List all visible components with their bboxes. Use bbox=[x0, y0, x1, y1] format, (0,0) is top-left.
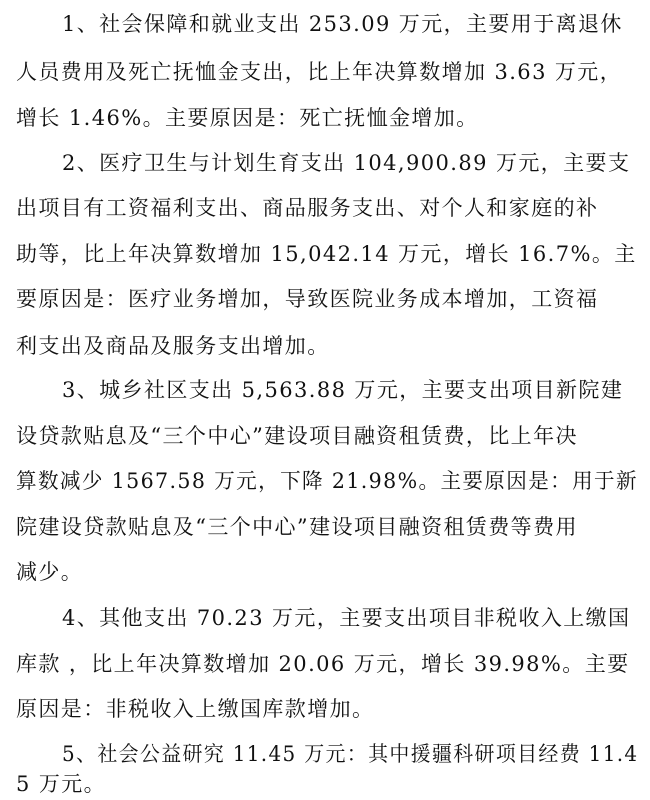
paragraph-1-line-1: 1、社会保障和就业支出 253.09 万元，主要用于离退休 bbox=[62, 12, 623, 36]
paragraph-2-line-2: 出项目有工资福利支出、商品服务支出、对个人和家庭的补 bbox=[16, 196, 599, 220]
paragraph-3-line-5: 减少。 bbox=[16, 560, 84, 584]
paragraph-1-line-2: 人员费用及死亡抚恤金支出，比上年决算数增加 3.63 万元， bbox=[16, 60, 623, 84]
paragraph-3-line-3: 算数减少 1567.58 万元，下降 21.98%。主要原因是：用于新 bbox=[16, 469, 638, 493]
paragraph-4-line-3: 原因是：非税收入上缴国库款增加。 bbox=[16, 697, 375, 721]
paragraph-2-line-1: 2、医疗卫生与计划生育支出 104,900.89 万元，主要支 bbox=[62, 151, 631, 175]
paragraph-4-line-2: 库款 ，比上年决算数增加 20.06 万元，增长 39.98%。主要 bbox=[16, 652, 630, 676]
paragraph-2-line-5: 利支出及商品及服务支出增加。 bbox=[16, 334, 330, 358]
paragraph-3-line-4: 院建设贷款贴息及“三个中心”建设项目融资租赁费等费用 bbox=[16, 515, 578, 539]
paragraph-3-line-1: 3、城乡社区支出 5,563.88 万元，主要支出项目新院建 bbox=[62, 378, 624, 402]
paragraph-2-line-4: 要原因是：医疗业务增加，导致医院业务成本增加，工资福 bbox=[16, 287, 599, 311]
paragraph-4-line-1: 4、其他支出 70.23 万元，主要支出项目非税收入上缴国 bbox=[62, 606, 631, 630]
paragraph-5-line-1: 5、社会公益研究 11.45 万元：其中援疆科研项目经费 11.4 bbox=[62, 742, 639, 766]
document-page bbox=[16, 0, 639, 796]
paragraph-2-line-3: 助等，比上年决算数增加 15,042.14 万元，增长 16.7%。主 bbox=[16, 242, 637, 266]
paragraph-1-line-3: 增长 1.46%。主要原因是：死亡抚恤金增加。 bbox=[16, 106, 479, 130]
paragraph-3-line-2: 设贷款贴息及“三个中心”建设项目融资租赁费，比上年决 bbox=[16, 424, 578, 448]
paragraph-5-line-2: 5 万元。 bbox=[16, 772, 107, 796]
